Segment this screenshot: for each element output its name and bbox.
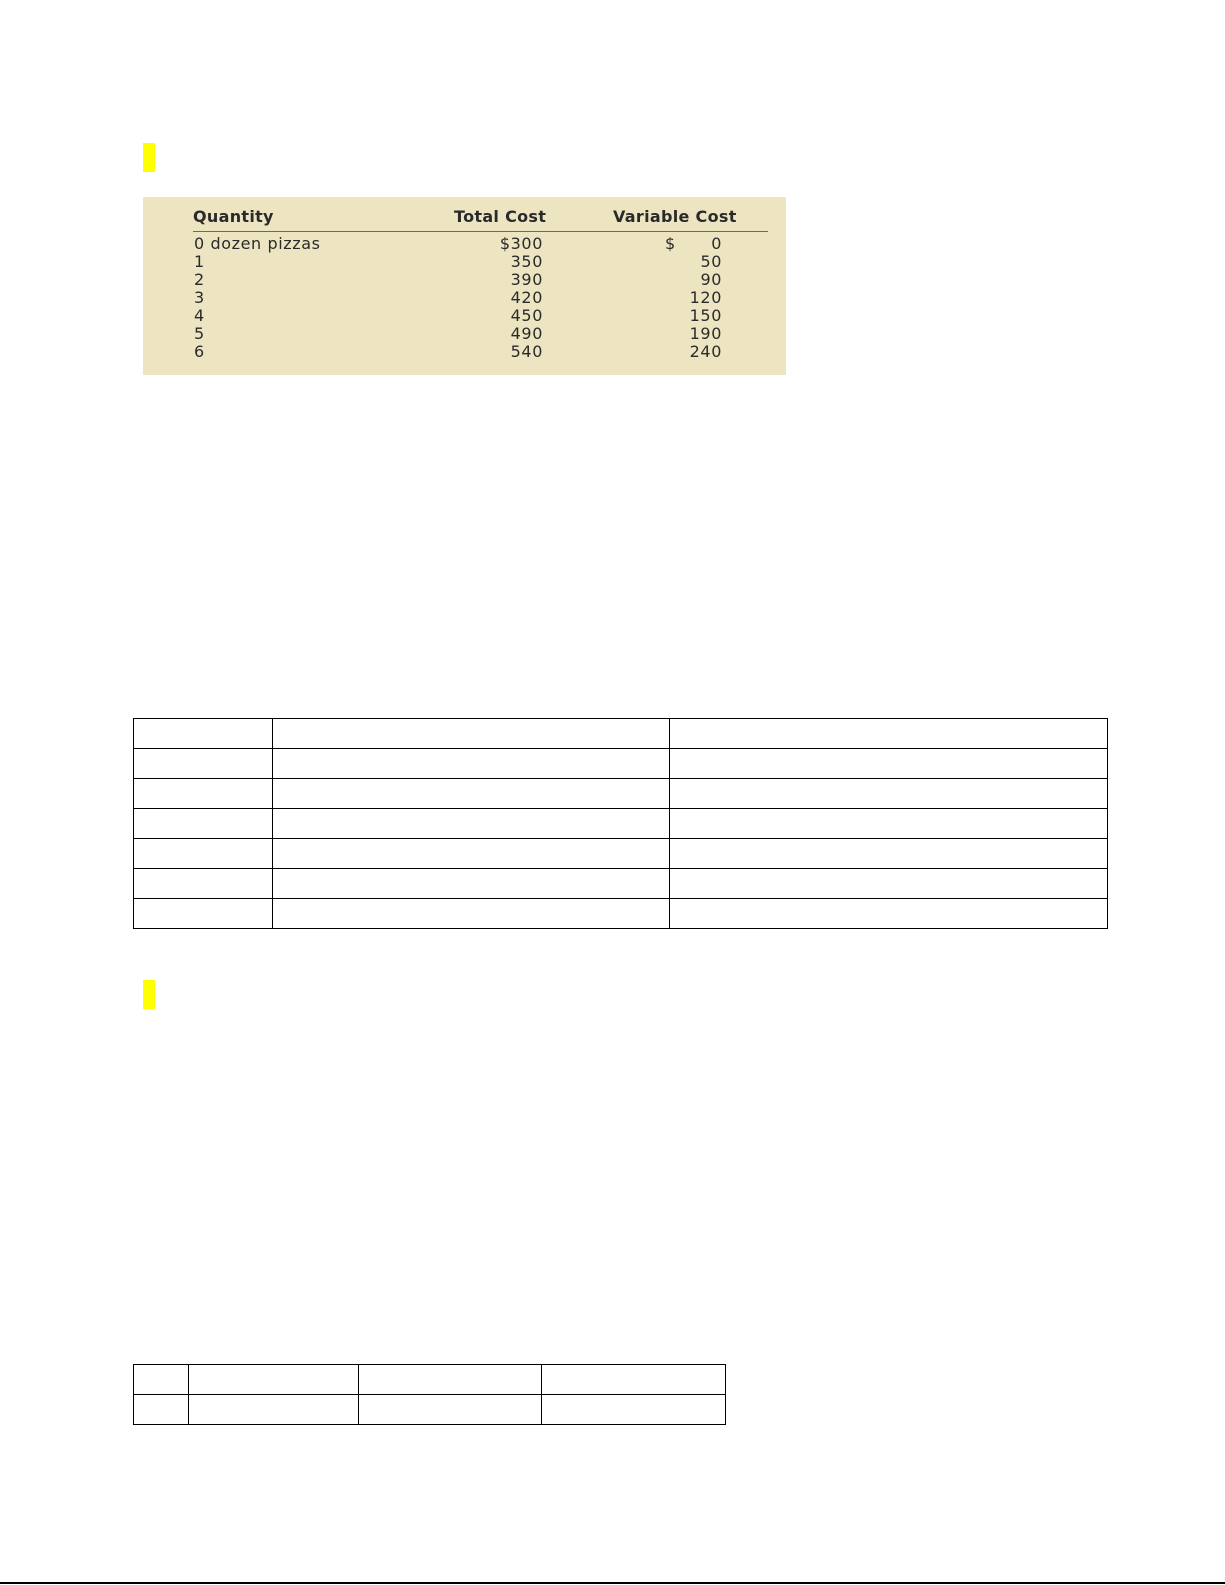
table-cell[interactable] (358, 1365, 542, 1395)
row-4-quantity: 4 (194, 306, 205, 325)
row-0-quantity: 0 dozen pizzas (194, 234, 321, 253)
row-6-quantity: 6 (194, 342, 205, 361)
table-cell[interactable] (134, 1395, 189, 1425)
row-1-variable-cost: 50 (700, 252, 722, 271)
table-cell[interactable] (134, 719, 273, 749)
row-3-total-cost: 420 (510, 288, 543, 307)
row-0-total-cost: $300 (499, 234, 543, 253)
row-5-total-cost: 490 (510, 324, 543, 343)
table-row (134, 1395, 726, 1425)
answer-table-2 (133, 1364, 726, 1425)
table-cell[interactable] (272, 869, 670, 899)
table-cell[interactable] (134, 839, 273, 869)
row-2-total-cost: 390 (510, 270, 543, 289)
table-row (134, 899, 1108, 929)
table-row (134, 719, 1108, 749)
row-3-variable-cost: 120 (689, 288, 722, 307)
row-2-quantity: 2 (194, 270, 205, 289)
table-cell[interactable] (134, 899, 273, 929)
table-cell[interactable] (272, 809, 670, 839)
row-6-total-cost: 540 (510, 342, 543, 361)
row-5-variable-cost: 190 (689, 324, 722, 343)
row-4-variable-cost: 150 (689, 306, 722, 325)
table-cell[interactable] (670, 719, 1108, 749)
table-cell[interactable] (542, 1395, 726, 1425)
table-cell[interactable] (670, 839, 1108, 869)
row-0-variable-cost: 0 (711, 234, 722, 253)
table-cell[interactable] (670, 779, 1108, 809)
table-cell[interactable] (188, 1395, 358, 1425)
table-cell[interactable] (272, 749, 670, 779)
table-cell[interactable] (272, 719, 670, 749)
answer-table-1 (133, 718, 1108, 929)
table-cell[interactable] (358, 1395, 542, 1425)
row-5-quantity: 5 (194, 324, 205, 343)
table-row (134, 809, 1108, 839)
header-variable-cost: Variable Cost (613, 207, 737, 226)
table-cell[interactable] (134, 869, 273, 899)
header-rule (193, 231, 768, 232)
header-quantity: Quantity (193, 207, 274, 226)
row-4-total-cost: 450 (510, 306, 543, 325)
table-cell[interactable] (134, 779, 273, 809)
table-cell[interactable] (272, 899, 670, 929)
table-cell[interactable] (272, 839, 670, 869)
table-row (134, 839, 1108, 869)
table-cell[interactable] (670, 869, 1108, 899)
table-cell[interactable] (670, 809, 1108, 839)
table-cell[interactable] (670, 899, 1108, 929)
row-0-currency: $ (665, 234, 676, 253)
table-row (134, 779, 1108, 809)
page-bottom-rule (0, 1582, 1225, 1584)
table-cell[interactable] (134, 809, 273, 839)
table-row (134, 1365, 726, 1395)
table-cell[interactable] (670, 749, 1108, 779)
row-6-variable-cost: 240 (689, 342, 722, 361)
table-cell[interactable] (188, 1365, 358, 1395)
row-1-total-cost: 350 (510, 252, 543, 271)
row-2-variable-cost: 90 (700, 270, 722, 289)
table-row (134, 749, 1108, 779)
table-cell[interactable] (134, 1365, 189, 1395)
highlight-marker (143, 143, 155, 172)
cost-table-image (143, 197, 786, 375)
row-1-quantity: 1 (194, 252, 205, 271)
table-cell[interactable] (542, 1365, 726, 1395)
table-row (134, 869, 1108, 899)
row-3-quantity: 3 (194, 288, 205, 307)
table-cell[interactable] (272, 779, 670, 809)
highlight-marker (143, 980, 155, 1009)
header-total-cost: Total Cost (454, 207, 547, 226)
table-cell[interactable] (134, 749, 273, 779)
